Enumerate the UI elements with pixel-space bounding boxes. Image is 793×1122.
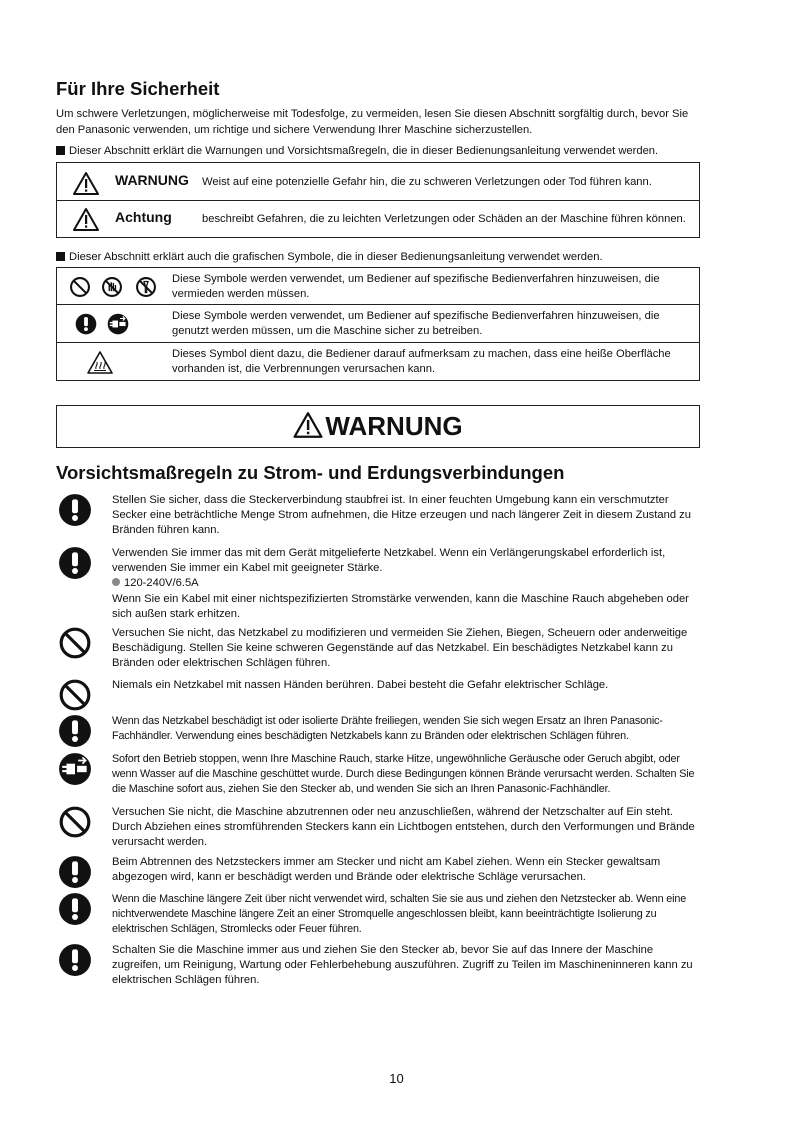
level-keyword: Achtung bbox=[115, 209, 172, 225]
safety-item-text bbox=[112, 546, 704, 622]
safety-item-text-main: Verwenden Sie immer das mit dem Gerät mitgelieferte Netzkabel. Wenn ein Verlängerungskabel erforderlich ist, verwenden Sie immer ein Kabel mit geeigneter Stärke. bbox=[112, 547, 666, 575]
symbol-row-mandatory bbox=[57, 305, 699, 343]
unplug-icon bbox=[107, 313, 129, 335]
warning-levels-table bbox=[56, 162, 700, 238]
no-touch-icon bbox=[101, 276, 123, 298]
level-description: Weist auf eine potenzielle Gefahr hin, die zu schweren Verletzungen oder Tod führen kann. bbox=[202, 176, 652, 188]
prohibited-icon bbox=[69, 276, 91, 298]
prohibited-icon bbox=[58, 678, 92, 712]
warning-triangle-icon bbox=[73, 207, 99, 232]
safety-item bbox=[56, 855, 700, 887]
mandatory-icon bbox=[58, 493, 92, 527]
unplug-icon bbox=[58, 752, 92, 786]
section-title: Vorsichtsmaßregeln zu Strom- und Erdungsverbindungen bbox=[56, 462, 565, 483]
mandatory-icon bbox=[75, 313, 97, 335]
mandatory-icon bbox=[58, 943, 92, 977]
warning-triangle-icon bbox=[293, 411, 323, 439]
page-number: 10 bbox=[389, 1071, 404, 1086]
hot-surface-icon bbox=[87, 350, 113, 374]
safety-item-text: Beim Abtrennen des Netzsteckers immer am Stecker und nicht am Kabel ziehen. Wenn ein Stecker gewaltsam abgezogen wird, kann er beschädigt werden und Brände oder elektrische Schläge verursachen. bbox=[112, 856, 661, 884]
safety-item-text: Versuchen Sie nicht, das Netzkabel zu modifizieren und vermeiden Sie Ziehen, Biegen, Scheuern oder anderweitige Beschädigung. Stellen Sie keine schweren Gegenstände auf das Netzkabel. Ein beschädigtes Netzkabel kann zu Bränden oder elektrischen Schlägen führen. bbox=[112, 627, 688, 670]
bullet-square-icon bbox=[56, 146, 65, 155]
level-description: beschreibt Gefahren, die zu leichten Verletzungen oder Schäden an der Maschine führen können. bbox=[202, 213, 686, 225]
mandatory-icon bbox=[58, 546, 92, 580]
symbol-description: Diese Symbole werden verwendet, um Bediener auf spezifische Bedienverfahren hinzuweisen, die genutzt werden müssen, um die Maschine sicher zu betreiben. bbox=[172, 310, 660, 337]
symbol-row-prohibited bbox=[57, 268, 699, 305]
mandatory-icon bbox=[58, 855, 92, 889]
symbol-description: Diese Symbole werden verwendet, um Bediener auf spezifische Bedienverfahren hinzuweisen, die vermieden werden müssen. bbox=[172, 273, 660, 300]
symbol-row-hot-surface bbox=[57, 343, 699, 380]
warning-triangle-icon bbox=[73, 171, 99, 196]
safety-item bbox=[56, 678, 700, 708]
safety-item-text: Stellen Sie sicher, dass die Steckerverbindung staubfrei ist. In einer feuchten Umgebung kann ein verschmutzter Secker eine beträchtliche Menge Strom aufnehmen, die Hitze erzeugen und nach längerer Zeit in diesem Zustand zu Bränden führen kann. bbox=[112, 494, 691, 537]
mandatory-icon bbox=[58, 892, 92, 926]
banner-title: WARNUNG bbox=[325, 411, 463, 441]
safety-item bbox=[56, 626, 700, 674]
intro-paragraph: Um schwere Verletzungen, möglicherweise mit Todesfolge, zu vermeiden, lesen Sie diesen Abschnitt sorgfältig durch, bevor Sie den Panasonic verwenden, um richtige und sichere Verwendung Ihrer Maschine sicherzustellen. bbox=[56, 108, 689, 136]
safety-item bbox=[56, 752, 700, 800]
no-disassembly-icon bbox=[135, 276, 157, 298]
level-row-achtung bbox=[57, 201, 699, 237]
prohibited-icon bbox=[58, 805, 92, 839]
safety-item bbox=[56, 943, 700, 991]
symbols-table bbox=[56, 267, 700, 381]
safety-item bbox=[56, 714, 700, 748]
bullet-symbols-text: Dieser Abschnitt erklärt auch die grafischen Symbole, die in dieser Bedienungsanleitung verwendet werden. bbox=[69, 251, 603, 263]
prohibited-icon bbox=[58, 626, 92, 660]
bullet-dot-icon bbox=[112, 578, 120, 586]
safety-item bbox=[56, 546, 700, 622]
safety-item-text: Wenn die Maschine längere Zeit über nicht verwendet wird, schalten Sie sie aus und ziehen den Netzstecker ab. Wenn eine nichtverwendete Maschine längere Zeit an einer Stromquelle angeschlossen bleibt, kann beeinträchtigte Isolierung zu elektrischen Schlägen, Stromlecks oder Feuer führen. bbox=[112, 893, 687, 936]
bullet-levels-text: Dieser Abschnitt erklärt die Warnungen und Vorsichtsmaßregeln, die in dieser Bedienungsanleitung verwendet werden. bbox=[69, 145, 659, 157]
safety-item-text: Schalten Sie die Maschine immer aus und ziehen Sie den Stecker ab, bevor Sie auf das Innere der Maschine zugreifen, um Reinigung, Wartung oder Fehlerbehebung auszuführen. Zugriff zu Teilen im Maschineninneren kann zu elektrischen Schlägen führen. bbox=[112, 944, 693, 987]
power-spec: 120-240V/6.5A bbox=[124, 577, 199, 590]
bullet-square-icon bbox=[56, 252, 65, 261]
safety-item bbox=[56, 892, 700, 940]
level-keyword: WARNUNG bbox=[115, 172, 189, 188]
safety-item bbox=[56, 493, 700, 541]
mandatory-icon bbox=[58, 714, 92, 748]
safety-item-text: Versuchen Sie nicht, die Maschine abzutrennen oder neu anzuschließen, während der Netzschalter auf Ein steht. Durch Abziehen eines stromführenden Steckers kann ein Lichtbogen entstehen, durch den Verformungen und Brände verursacht werden. bbox=[112, 806, 695, 849]
page-title: Für Ihre Sicherheit bbox=[56, 78, 220, 99]
bullet-symbols bbox=[56, 250, 603, 265]
safety-item-text-extra: Wenn Sie ein Kabel mit einer nichtspezifizierten Stromstärke verwenden, kann die Maschine Rauch abgeheben oder sich außen stark erhitzen. bbox=[112, 592, 689, 620]
safety-item-text: Wenn das Netzkabel beschädigt ist oder isolierte Drähte freiliegen, wenden Sie sich wegen Ersatz an Ihren Panasonic-Fachhändler. Verwendung eines beschädigten Netzkabels kann zu Bränden oder elektrischen Schlägen führen. bbox=[112, 715, 663, 743]
level-row-warnung bbox=[57, 163, 699, 201]
safety-item bbox=[56, 805, 700, 853]
safety-item-text: Sofort den Betrieb stoppen, wenn Ihre Maschine Rauch, starke Hitze, ungewöhnliche Geräusche oder Geruch abgibt, oder wenn Wasser auf die Maschine geschüttet wurde. Durch diese Bedingungen können Brände verursacht werden. Schalten Sie die Maschine sofort aus, ziehen Sie den Stecker ab, und wenden Sie sich an Ihren Panasonic-Fachhändler. bbox=[112, 753, 695, 796]
symbol-description: Dieses Symbol dient dazu, die Bediener darauf aufmerksam zu machen, dass eine heiße Oberfläche vorhanden ist, die Verbrennungen verursachen kann. bbox=[172, 348, 671, 375]
safety-item-text: Niemals ein Netzkabel mit nassen Händen berühren. Dabei besteht die Gefahr elektrischer Schläge. bbox=[112, 679, 609, 691]
bullet-levels bbox=[56, 144, 658, 159]
warning-banner bbox=[56, 405, 700, 448]
